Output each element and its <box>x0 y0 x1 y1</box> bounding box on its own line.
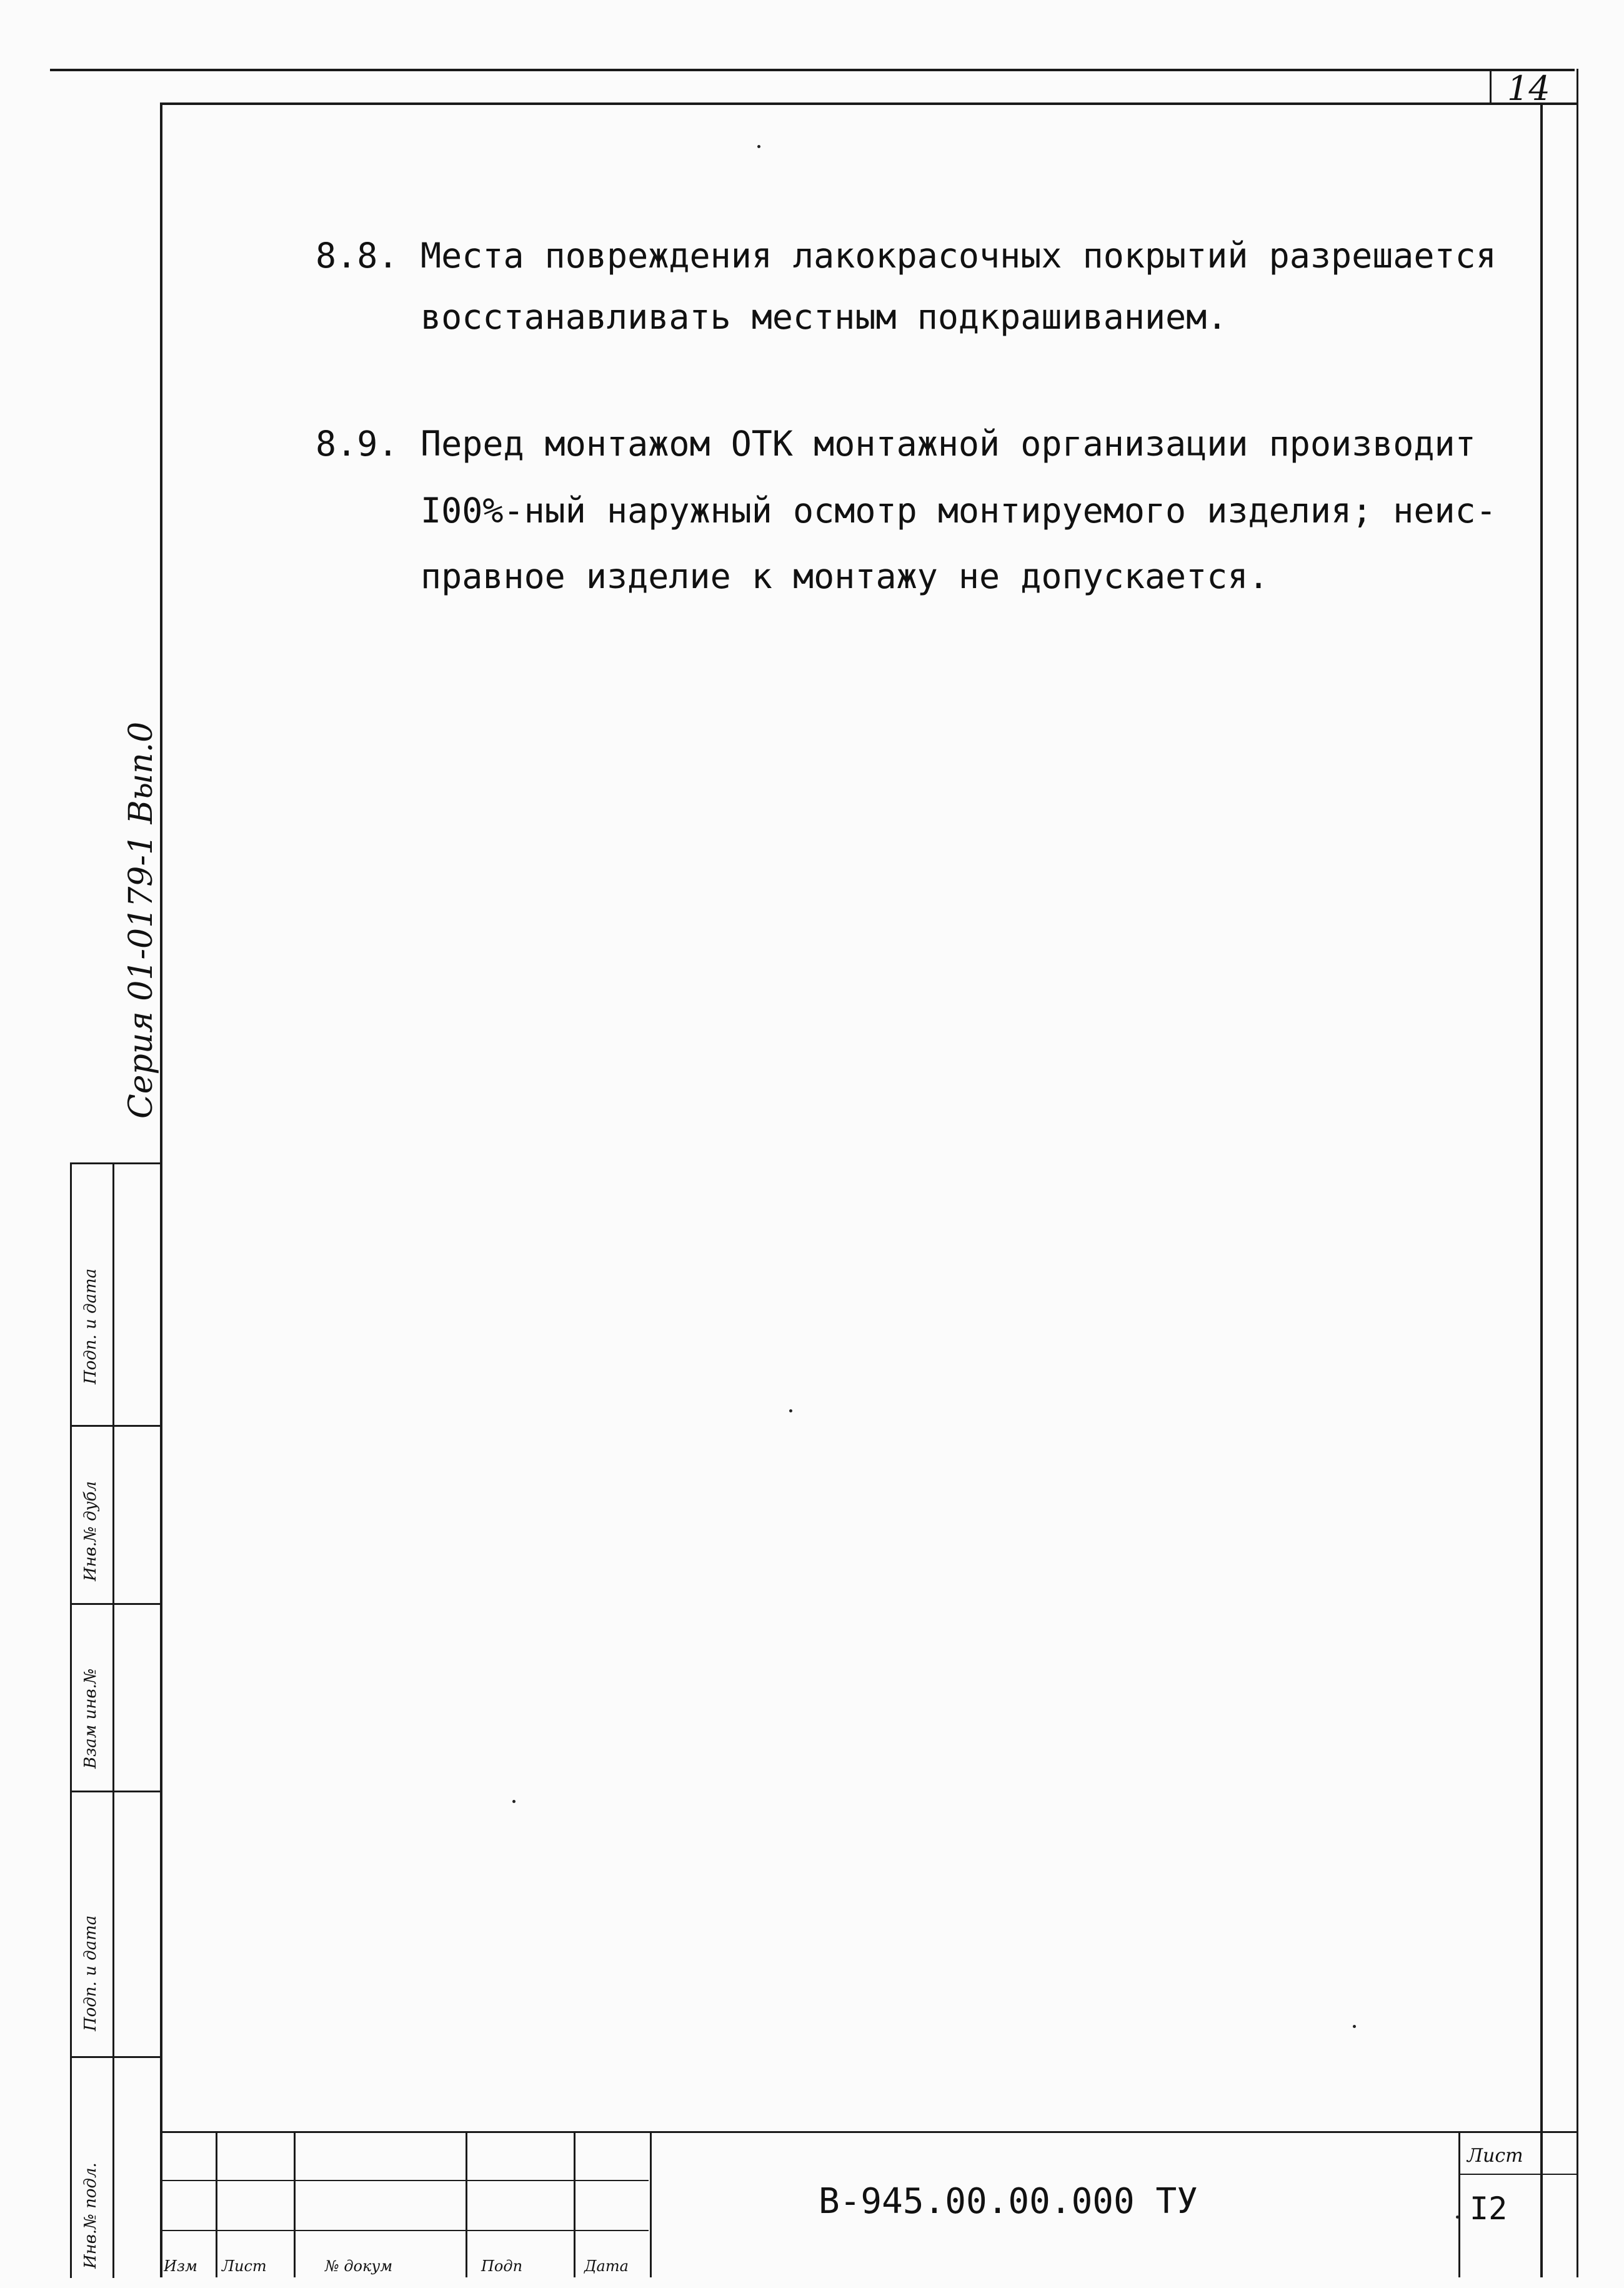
title-col-list <box>294 2131 296 2277</box>
paragraph-8-9-line-1: 8.9. Перед монтажом ОТК монтажной организации производит <box>316 424 1476 464</box>
title-row-line-1 <box>161 2180 649 2181</box>
document-number: В-945.00.00.000 ТУ <box>819 2181 1198 2222</box>
col-label-izm: Изм <box>164 2257 197 2275</box>
title-col-data <box>650 2131 652 2277</box>
side-stamp-inv-dubl: Инв.№ дубл <box>81 1481 100 1581</box>
side-stamp-div-4 <box>70 2056 161 2058</box>
outer-right-line <box>1577 69 1578 2277</box>
sheet-box-mid-line <box>1458 2174 1578 2175</box>
scan-speck <box>789 1409 792 1412</box>
side-stamp-div-1 <box>70 1425 161 1427</box>
side-stamp-vzam-inv: Взам инв.№ <box>81 1668 100 1769</box>
frame-top-line <box>161 102 1578 105</box>
frame-left-line <box>160 102 162 2277</box>
side-stamp-top-line <box>70 1162 161 1164</box>
top-edge-line <box>50 69 1575 71</box>
title-row-line-2 <box>161 2230 649 2231</box>
title-col-izm <box>216 2131 217 2277</box>
paragraph-8-8-line-2: восстанавливать местным подкрашиванием. <box>421 297 1228 337</box>
col-label-podp: Подп <box>481 2257 523 2275</box>
side-stamp-div-2 <box>70 1603 161 1605</box>
scan-speck <box>1456 2216 1459 2219</box>
series-note: Серия 01-0179-1 Вып.0 <box>122 721 160 1119</box>
title-block-top-line <box>161 2131 1578 2133</box>
side-stamp-podp-i-data-1: Подп. и дата <box>81 1268 100 1384</box>
paragraph-8-9-line-3: правное изделие к монтажу не допускается. <box>421 556 1269 596</box>
side-stamp-div-3 <box>70 1791 161 1792</box>
scan-speck <box>1353 2025 1356 2028</box>
sheet-label: Лист <box>1467 2145 1523 2167</box>
col-label-list: Лист <box>222 2257 267 2275</box>
col-label-data: Дата <box>584 2257 629 2275</box>
paragraph-8-9-line-2: I00%-ный наружный осмотр монтируемого изделия; неис- <box>421 491 1497 531</box>
side-stamp-podp-i-data-2: Подп. и дата <box>81 1915 100 2031</box>
paragraph-8-8-number: 8.8. <box>316 236 399 276</box>
side-stamp-inv-podl: Инв.№ подл. <box>81 2162 100 2269</box>
title-col-doc <box>466 2131 467 2277</box>
frame-right-line <box>1540 102 1543 2277</box>
page-number-box-left <box>1490 70 1492 104</box>
scan-speck <box>512 1800 516 1803</box>
scan-speck <box>757 145 760 148</box>
paragraph-8-9-number: 8.9. <box>316 424 399 464</box>
title-col-podp <box>574 2131 575 2277</box>
paragraph-8-8-line-1: 8.8. Места повреждения лакокрасочных покрытий разрешается <box>316 236 1497 276</box>
page-number: 14 <box>1507 69 1550 108</box>
sheet-box-left-line <box>1458 2131 1460 2277</box>
sheet-number: I2 <box>1470 2191 1508 2227</box>
col-label-doc-no: № докум <box>325 2257 393 2275</box>
side-stamp-left-line <box>70 1162 72 2278</box>
side-stamp-middle-line <box>112 1162 114 2278</box>
